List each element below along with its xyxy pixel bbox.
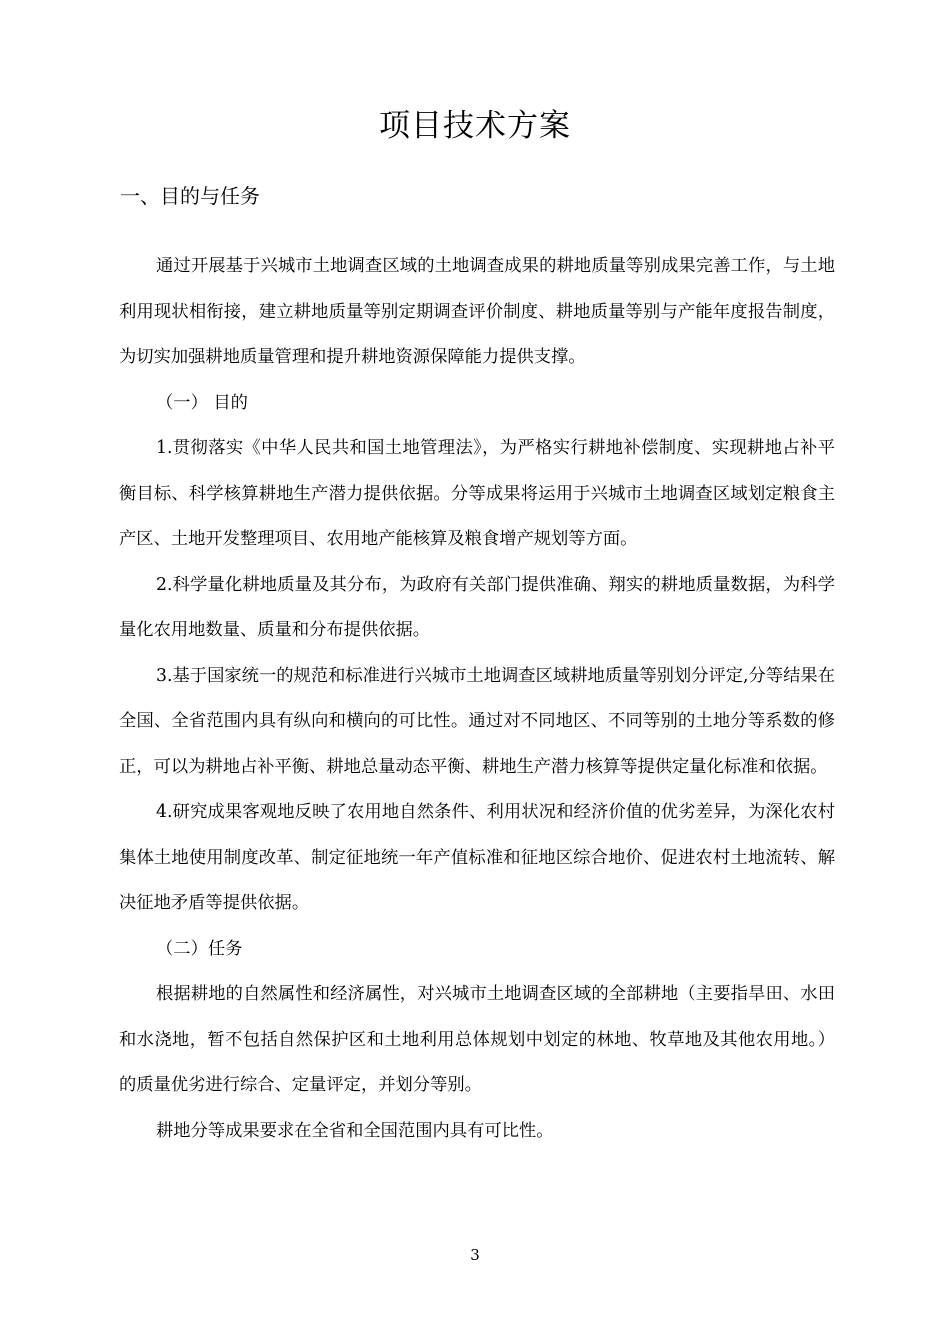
purpose-item-4: 4.研究成果客观地反映了农用地自然条件、利用状况和经济价值的优劣差异，为深化农村集体土地使用制度改革、制定征地统一年产值标准和征地区综合地价、促进农村土地流转、解决征地矛盾等提供依据。 — [119, 802, 835, 913]
task-paragraph-2: 耕地分等成果要求在全省和全国范围内具有可比性。 — [156, 1120, 554, 1141]
purpose-heading: （一） 目的 — [156, 392, 248, 413]
document-body — [119, 244, 835, 1154]
purpose-item-2: 2.科学量化耕地质量及其分布，为政府有关部门提供准确、翔实的耕地质量数据，为科学量化农用地数量、质量和分布提供依据。 — [119, 574, 835, 640]
task-heading: （二）任务 — [156, 938, 243, 959]
page-number: 3 — [470, 1246, 480, 1264]
purpose-item-1: 1.贯彻落实《中华人民共和国土地管理法》，为严格实行耕地补偿制度、实现耕地占补平衡目标、科学核算耕地生产潜力提供依据。分等成果将运用于兴城市土地调查区域划定粮食主产区、土地开发整理项目、农用地产能核算及粮食增产规划等方面。 — [119, 438, 835, 549]
intro-paragraph: 通过开展基于兴城市土地调查区域的土地调查成果的耕地质量等别成果完善工作，与土地利用现状相衔接，建立耕地质量等别定期调查评价制度、耕地质量等别与产能年度报告制度，为切实加强耕地质量管理和提升耕地资源保障能力提供支撑。 — [119, 256, 835, 367]
section-heading: 一、目的与任务 — [120, 184, 260, 208]
document-title: 项目技术方案 — [379, 108, 571, 144]
purpose-item-3: 3.基于国家统一的规范和标准进行兴城市土地调查区域耕地质量等别划分评定,分等结果在全国、全省范围内具有纵向和横向的可比性。通过对不同地区、不同等别的土地分等系数的修正，可以为耕地占补平衡、耕地总量动态平衡、耕地生产潜力核算等提供定量化标准和依据。 — [119, 665, 835, 777]
task-paragraph-1: 根据耕地的自然属性和经济属性，对兴城市土地调查区域的全部耕地（主要指旱田、水田和水浇地，暂不包括自然保护区和土地利用总体规划中划定的林地、牧草地及其他农用地。）的质量优劣进行综合、定量评定，并划分等别。 — [119, 984, 835, 1095]
